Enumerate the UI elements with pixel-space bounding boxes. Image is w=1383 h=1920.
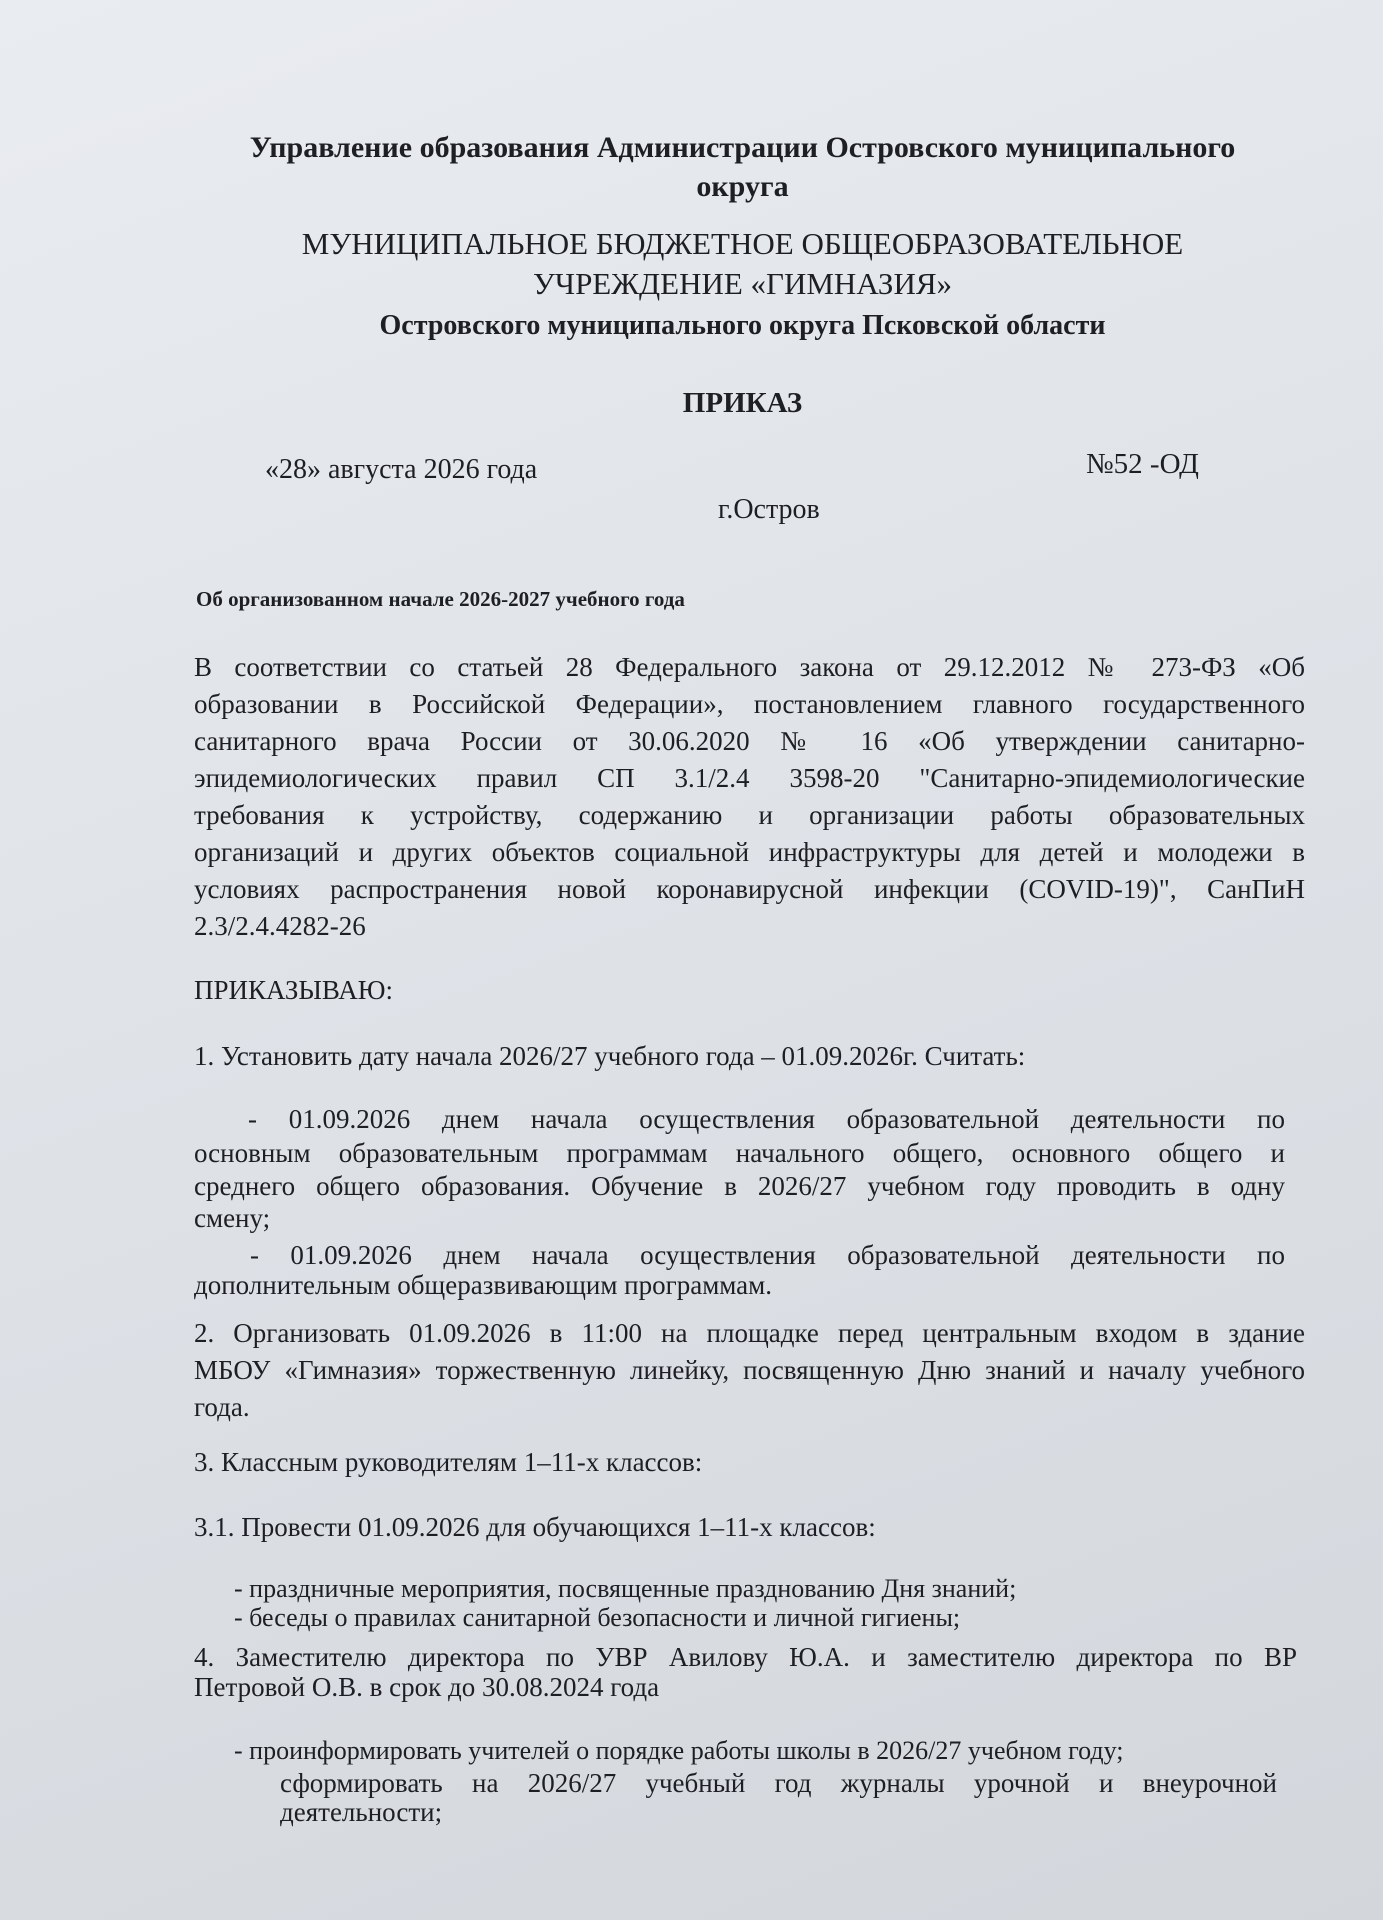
order-date: «28» августа 2026 года xyxy=(265,454,538,485)
item-1-sub2-line: дополнительным общеразвивающим программам. xyxy=(194,1270,772,1300)
preamble-line: образовании в Российской Федерации», постановлением главного государственного xyxy=(194,689,1305,719)
item-3: 3. Классным руководителям 1–11-х классов: xyxy=(194,1447,703,1477)
school-name-line-3: Островского муниципального округа Псковской области xyxy=(379,310,1106,341)
preamble-line: эпидемиологических правил СП 3.1/2.4 3598-20 "Санитарно-эпидемиологические xyxy=(194,763,1305,793)
preamble-line: 2.3/2.4.4282-26 xyxy=(194,911,366,941)
item-1-sub1-line: основным образовательным программам начального общего, основного общего и xyxy=(194,1138,1285,1168)
item-1-sub1-line: среднего общего образования. Обучение в 2026/27 учебном году проводить в одну xyxy=(194,1171,1285,1201)
item-2-line: 2. Организовать 01.09.2026 в 11:00 на площадке перед центральным входом в здание xyxy=(194,1318,1305,1348)
item-4-bullet-line: деятельности; xyxy=(280,1797,443,1827)
item-3-1-bullet: - беседы о правилах санитарной безопасности и личной гигиены; xyxy=(234,1603,961,1632)
preamble-line: организаций и других объектов социальной инфраструктуры для детей и молодежи в xyxy=(194,837,1305,867)
order-number: №52 -ОД xyxy=(1086,448,1199,480)
item-1: 1. Установить дату начала 2026/27 учебного года – 01.09.2026г. Считать: xyxy=(194,1041,1026,1071)
authority-line-2: округа xyxy=(696,170,789,203)
preamble-line: требования к устройству, содержанию и организации работы образовательных xyxy=(194,800,1305,830)
preamble-line: санитарного врача России от 30.06.2020 № 16 «Об утверждении санитарно- xyxy=(194,726,1305,756)
item-4-line: 4. Заместителю директора по УВР Авилову Ю.А. и заместителю директора по ВР xyxy=(194,1642,1297,1672)
item-3-1-bullet: - праздничные мероприятия, посвященные празднованию Дня знаний; xyxy=(234,1574,1017,1603)
item-2-line: года. xyxy=(194,1392,250,1422)
item-1-sub1-line: смену; xyxy=(194,1203,271,1233)
item-4-line: Петровой О.В. в срок до 30.08.2024 года xyxy=(194,1672,660,1702)
preamble-line: условиях распространения новой коронавирусной инфекции (COVID-19)", СанПиН xyxy=(194,874,1305,904)
item-1-sub1-line: - 01.09.2026 днем начала осуществления образовательной деятельности по xyxy=(248,1104,1285,1134)
item-1-sub2-line: - 01.09.2026 днем начала осуществления образовательной деятельности по xyxy=(250,1240,1285,1270)
item-4-bullet: - проинформировать учителей о порядке работы школы в 2026/27 учебном году; xyxy=(234,1736,1124,1765)
school-name-line-1: МУНИЦИПАЛЬНОЕ БЮДЖЕТНОЕ ОБЩЕОБРАЗОВАТЕЛЬНОЕ xyxy=(301,226,1184,261)
order-subject: Об организованном начале 2026-2027 учебного года xyxy=(196,587,685,611)
order-title: ПРИКАЗ xyxy=(682,387,803,419)
order-word: ПРИКАЗЫВАЮ: xyxy=(194,975,393,1005)
authority-line-1: Управление образования Администрации Островского муниципального xyxy=(249,131,1236,164)
preamble-line: В соответствии со статьей 28 Федерального закона от 29.12.2012 № 273-ФЗ «Об xyxy=(194,652,1305,682)
school-name-line-2: УЧРЕЖДЕНИЕ «ГИМНАЗИЯ» xyxy=(532,266,953,301)
item-4-bullet-line: сформировать на 2026/27 учебный год журналы урочной и внеурочной xyxy=(280,1768,1277,1798)
item-3-1: 3.1. Провести 01.09.2026 для обучающихся 1–11-х классов: xyxy=(194,1512,876,1542)
item-2-line: МБОУ «Гимназия» торжественную линейку, посвященную Дню знаний и началу учебного xyxy=(194,1355,1305,1385)
order-city: г.Остров xyxy=(718,494,820,525)
